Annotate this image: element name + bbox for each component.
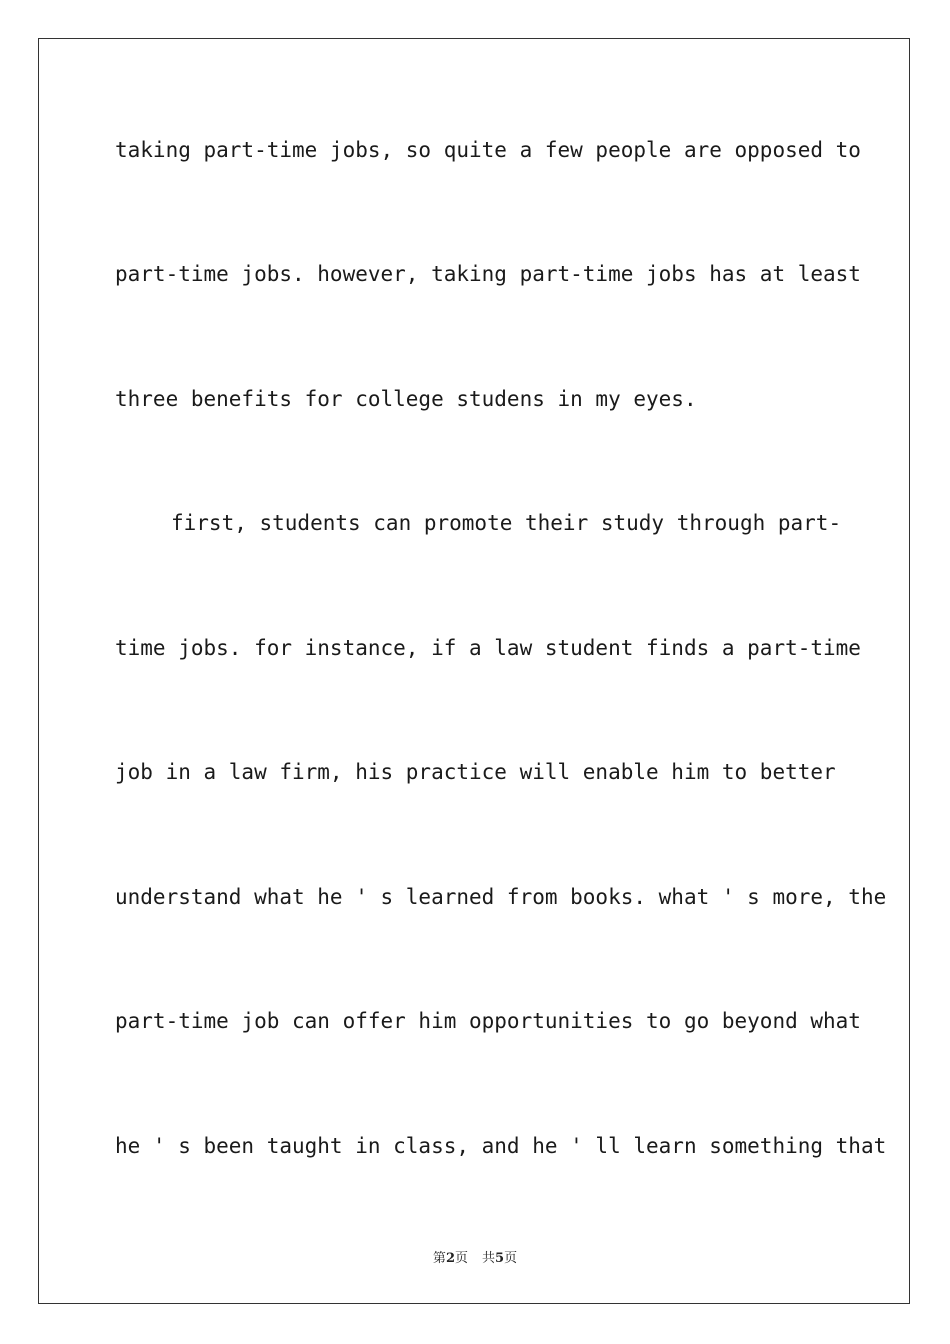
paragraph-line-5: time jobs. for instance, if a law student finds a part-time [115, 636, 861, 660]
page-number-suffix: 页 [454, 1251, 468, 1266]
paragraph-line-6: job in a law firm, his practice will enable him to better [115, 760, 836, 784]
paragraph-line-8: part-time job can offer him opportunities to go beyond what [115, 1009, 861, 1033]
paragraph-line-9: he ' s been taught in class, and he ' ll learn something that [115, 1134, 887, 1158]
page-total-suffix: 页 [504, 1251, 518, 1266]
paragraph-line-2: part-time jobs. however, taking part-time jobs has at least [115, 262, 861, 286]
page-number-current: 2 [445, 1251, 455, 1266]
paragraph-line-3: three benefits for college studens in my eyes. [115, 387, 697, 411]
page-border [38, 38, 910, 1304]
page-footer [0, 1247, 950, 1266]
page-number-total: 5 [495, 1251, 505, 1266]
page-number-prefix: 第 [432, 1251, 446, 1266]
paragraph-line-7: understand what he ' s learned from books. what ' s more, the [115, 885, 887, 909]
paragraph-line-4: first, students can promote their study through part- [171, 511, 842, 535]
page-total-prefix: 共 [482, 1251, 496, 1266]
paragraph-line-1: taking part-time jobs, so quite a few people are opposed to [115, 138, 861, 162]
